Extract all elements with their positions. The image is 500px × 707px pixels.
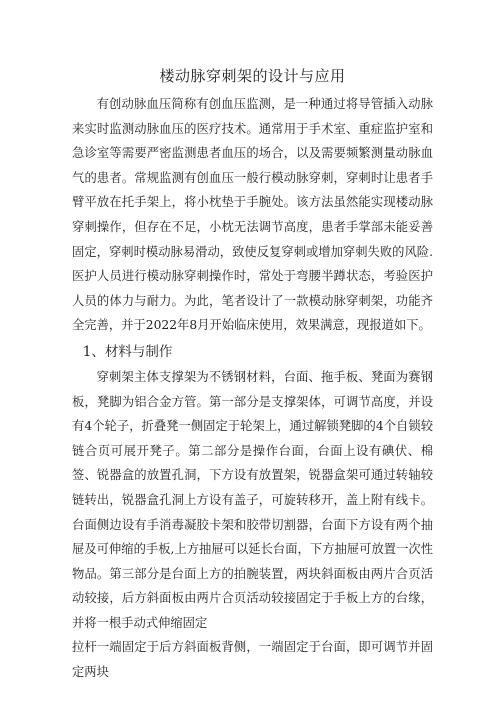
continuation-paragraph: 拉杆一端固定于后方斜面板背侧，一端固定于台面，即可调节并固定两块 (72, 640, 433, 680)
section-paragraph: 穿刺架主体支撑架为不锈钢材料，台面、拖手板、凳面为赛钢板，凳脚为铝合金方管。第一部分是支撑架体，可调节高度，并设有4个轮子，折叠凳一侧固定于轮架上，通过解锁凳脚的4个自锁较链合页可展开凳子。第二部分是操作台面，台面上设有碘伏、棉签、锐器盒的放置孔洞，下方设有放置架，锐器盒架可通过转轴较链转出，锐器盒孔洞上方设有盖子，可旋转移开，盖上附有线卡。台面侧边设有手消毒凝胶卡架和胶带切割器，台面下方设有两个抽屉及可伸缩的手板,上方抽屉可以延长台面，下方抽屉可放置一次性物品。第三部分是台面上方的拍腕装置，两块斜面板由两片合页活动较接，后方斜面板由两片合页活动较接固定于手板上方的台缘，并将一根手动式伸缩固定 (72, 369, 433, 630)
intro-paragraph: 有创动脉血压简称有创血压监测，是一种通过将导管插入动脉来实时监测动脉血压的医疗技术。通常用于手术室、重症监护室和急诊室等需要严密监测患者血压的场合，以及需要频繁测量动脉血气的患者。常规监测有创血压一般行模动脉穿刺，穿刺时让患者手臂平放在托手架上，将小枕垫于手腕处。该方法虽然能实现楼动脉穿刺操作，但存在不足，小枕无法调节高度，患者手掌部未能妥善固定，穿刺时模动脉易滑动，致使反复穿刺或增加穿刺失败的风险.医护人员进行模动脉穿刺操作时，常处于弯腰半蹲状态，考验医护人员的体力与耐力。为此，笔者设计了一款模动脉穿刺架，功能齐全完善，并于2022年8月开始临床使用，效果满意，现报道如下。 (72, 97, 433, 333)
section-heading: 1、材料与制作 (82, 343, 173, 360)
document-title: 楼动脉穿刺架的设计与应用 (159, 67, 346, 85)
